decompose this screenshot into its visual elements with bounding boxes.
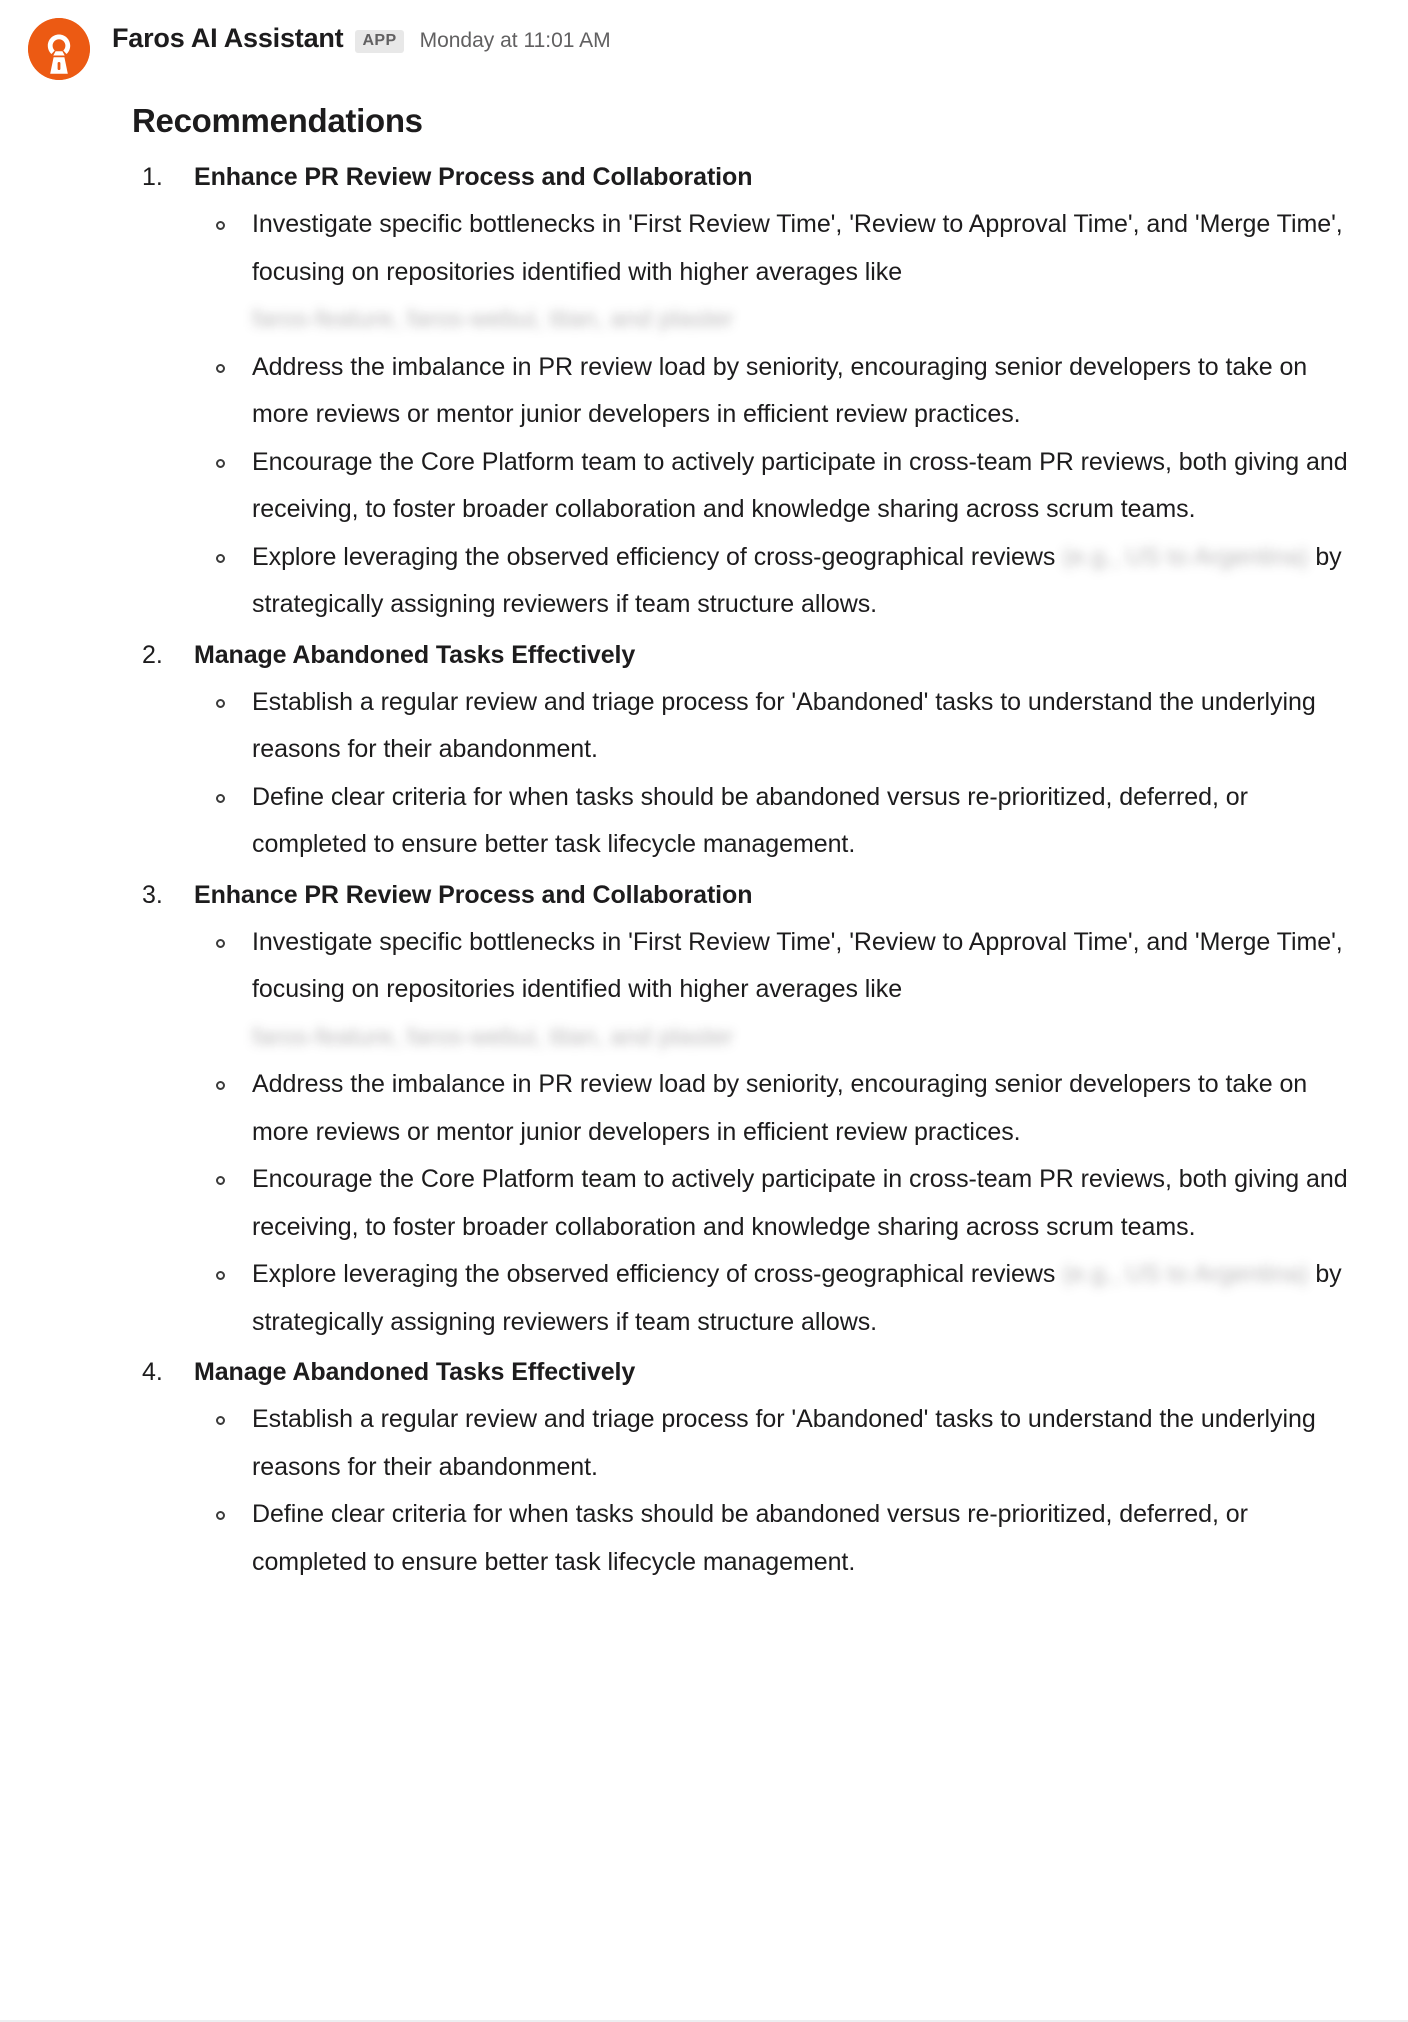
list-item — [194, 1156, 1368, 1251]
list-item — [194, 201, 1368, 344]
message-body — [0, 86, 1408, 1586]
recommendation-heading: Manage Abandoned Tasks Effectively — [194, 1358, 636, 1387]
page-title: Recommendations — [132, 102, 423, 139]
header-text — [112, 18, 611, 68]
list-item — [194, 774, 1368, 869]
recommendation-heading: Enhance PR Review Process and Collaboration — [194, 880, 753, 909]
recommendation-item — [132, 153, 1368, 629]
list-item — [194, 344, 1368, 439]
bullet-text: Define clear criteria for when tasks should be abandoned versus re-prioritized, deferred, or completed to ensure better task lifecycle management. — [252, 782, 1248, 859]
bullet-text: Encourage the Core Platform team to actively participate in cross-team PR reviews, both giving and receiving, to foster broader collaboration and knowledge sharing across scrum teams. — [252, 447, 1348, 524]
recommendation-item — [132, 871, 1368, 1347]
bullet-text: Explore leveraging the observed efficiency of cross-geographical reviews — [252, 542, 1063, 571]
list-item — [194, 439, 1368, 534]
recommendation-bullets — [194, 919, 1368, 1347]
bullet-text-after: by strategically assigning reviewers if team structure allows. — [252, 1260, 1342, 1336]
bullet-text: Establish a regular review and triage process for 'Abandoned' tasks to understand the underlying reasons for their abandonment. — [252, 687, 1316, 764]
recommendations-list — [132, 153, 1368, 1586]
recommendation-heading: Manage Abandoned Tasks Effectively — [194, 640, 636, 669]
bullet-text: Establish a regular review and triage process for 'Abandoned' tasks to understand the underlying reasons for their abandonment. — [252, 1405, 1316, 1481]
redacted-text: (e.g., US to Argentina) — [1062, 542, 1309, 571]
list-item — [194, 919, 1368, 1062]
app-badge: APP — [355, 30, 403, 53]
sender-name[interactable]: Faros AI Assistant — [112, 23, 344, 53]
list-item — [194, 1396, 1368, 1491]
bullet-text: Explore leveraging the observed efficiency of cross-geographical reviews — [252, 1260, 1063, 1289]
recommendation-bullets — [194, 679, 1368, 869]
bullet-text: Investigate specific bottlenecks in 'First Review Time', 'Review to Approval Time', and 'Merge Time', focusing on repositories identified with higher averages like — [252, 927, 1343, 1004]
recommendation-item — [132, 631, 1368, 869]
list-item — [194, 1491, 1368, 1586]
bullet-text: Address the imbalance in PR review load by seniority, encouraging senior developers to take on more reviews or mentor junior developers in efficient review practices. — [252, 1070, 1308, 1146]
list-item — [194, 1251, 1368, 1346]
list-item — [194, 534, 1368, 629]
bullet-text: Investigate specific bottlenecks in 'First Review Time', 'Review to Approval Time', and 'Merge Time', focusing on repositories identified with higher averages like — [252, 210, 1343, 286]
redacted-text: faros-feature, faros-webui, titan, and plaster — [252, 305, 734, 334]
message-header — [0, 18, 1408, 86]
recommendation-bullets — [194, 1396, 1368, 1586]
list-item — [194, 1061, 1368, 1156]
recommendation-bullets — [194, 201, 1368, 629]
recommendation-item — [132, 1348, 1368, 1586]
bullet-text: Define clear criteria for when tasks should be abandoned versus re-prioritized, deferred, or completed to ensure better task lifecycle management. — [252, 1500, 1248, 1576]
bullet-text-after: by strategically assigning reviewers if team structure allows. — [252, 542, 1342, 619]
avatar[interactable] — [28, 18, 90, 80]
bullet-text: Encourage the Core Platform team to actively participate in cross-team PR reviews, both giving and receiving, to foster broader collaboration and knowledge sharing across scrum teams. — [252, 1165, 1348, 1241]
bullet-text: Address the imbalance in PR review load by seniority, encouraging senior developers to take on more reviews or mentor junior developers in efficient review practices. — [252, 352, 1308, 429]
list-item — [194, 679, 1368, 774]
recommendation-heading: Enhance PR Review Process and Collaboration — [194, 163, 753, 192]
redacted-text: faros-feature, faros-webui, titan, and plaster — [252, 1022, 734, 1051]
lighthouse-icon — [28, 18, 90, 80]
redacted-text: (e.g., US to Argentina) — [1062, 1260, 1309, 1289]
message-timestamp[interactable]: Monday at 11:01 AM — [419, 29, 611, 52]
